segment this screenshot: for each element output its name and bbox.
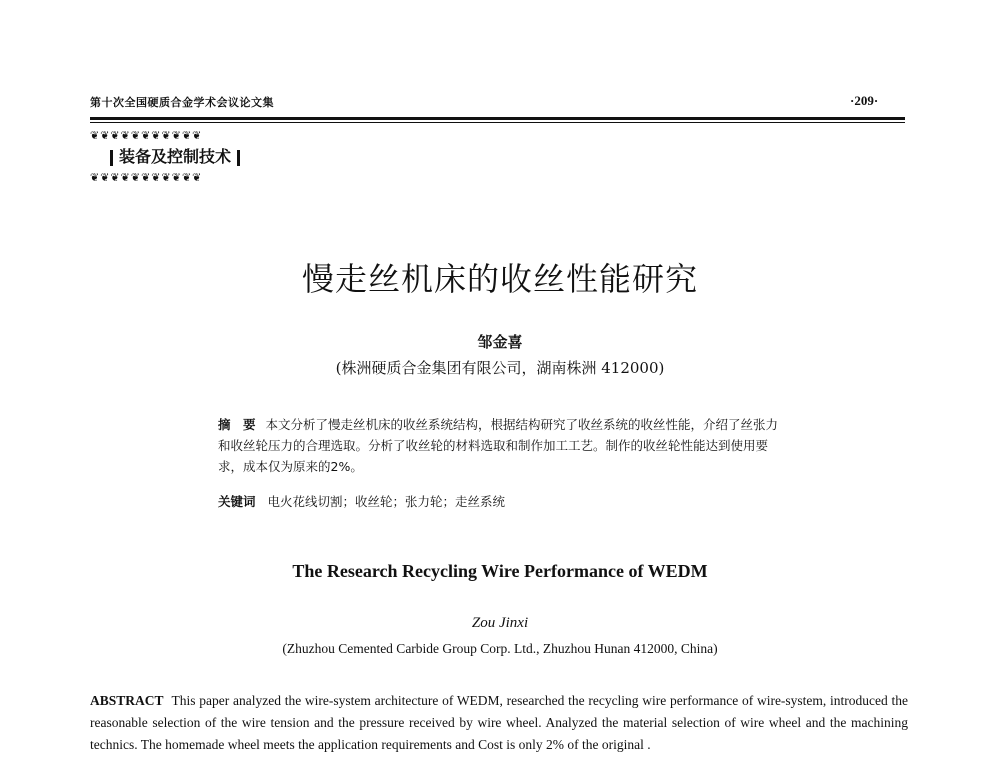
keywords-label-cn: 关键词 [218,494,256,509]
keywords-text-cn: 电火花线切割；收丝轮；张力轮；走丝系统 [267,494,506,509]
section-heading [90,146,260,168]
author-en: Zou Jinxi [471,615,529,631]
header-rule-thick [90,117,905,120]
section-heading-text: 装备及控制技术 [118,147,231,166]
ornament-bar-left [110,150,113,166]
running-header-title: 第十次全国硬质合金学术会议论文集 [90,96,274,109]
ornament-border-bottom: ❦❦❦❦❦❦❦❦❦❦❦ [90,172,203,184]
ornament-bar-right [237,150,240,166]
ornament-border-top: ❦❦❦❦❦❦❦❦❦❦❦ [90,130,203,142]
abstract-text-en: This paper analyzed the wire-system architecture of WEDM, researched the recycling wire performance of wire-system, introduced the reasonable selection of the wire tension and the pressure received by wire wheel. Analyzed the material selection of wire wheel and the machining technics. The homemade wheel meets the application requirements and Cost is only 2% of the original . [90,693,908,752]
abstract-en [90,690,908,756]
paper-title-en: The Research Recycling Wire Performance of WEDM [292,561,708,581]
abstract-cn [218,414,788,477]
abstract-label-en: ABSTRACT [90,693,164,708]
section-heading-box [90,130,260,182]
abstract-label-cn: 摘 要 [218,417,256,432]
author-cn: 邹金喜 [477,333,523,351]
page-number: ·209· [850,93,879,108]
header-rule-thin [90,122,905,123]
abstract-text-cn: 本文分析了慢走丝机床的收丝系统结构，根据结构研究了收丝系统的收丝性能，介绍了丝张力和收丝轮压力的合理选取。分析了收丝轮的材料选取和制作加工工艺。制作的收丝轮性能达到使用要求，成本仅为原来的2%。 [218,417,779,474]
affiliation-cn: (株洲硬质合金集团有限公司，湖南株洲 412000) [335,359,665,377]
paper-title-cn: 慢走丝机床的收丝性能研究 [301,260,698,298]
keywords-cn [218,492,788,510]
affiliation-en: (Zhuzhou Cemented Carbide Group Corp. Ltd., Zhuzhou Hunan 412000, China) [282,641,718,656]
